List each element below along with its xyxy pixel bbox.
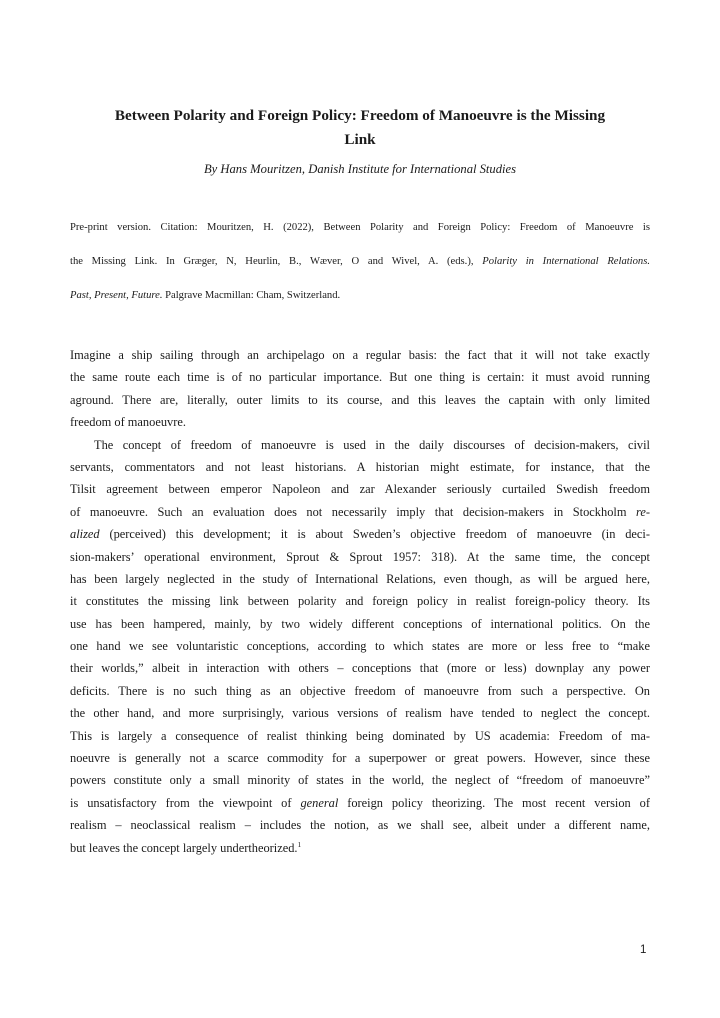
- citation-note: [70, 219, 650, 321]
- text-line: one hand we see voluntaristic conceptions, according to which states are more or less free to “make: [70, 639, 650, 654]
- text-line: [70, 792, 650, 814]
- citation-book-title: Polarity in International Relations.: [482, 256, 650, 267]
- text-line: noeuvre is generally not a scarce commodity for a superpower or great powers. However, since these: [70, 751, 650, 766]
- text-line: Imagine a ship sailing through an archipelago on a regular basis: the fact that it will not take exactly: [70, 348, 650, 362]
- text-line: This is largely a consequence of realist thinking being dominated by US academia: Freedom of ma-: [70, 728, 650, 743]
- author-byline: By Hans Mouritzen, Danish Institute for International Studies: [203, 162, 517, 176]
- paper-title: [60, 104, 660, 152]
- text-line: has been largely neglected in the study of International Relations, even though, as will be argued here,: [70, 571, 650, 586]
- text-line: servants, commentators and not least historians. A historian might estimate, for instance, that the: [70, 459, 650, 474]
- paragraph-2: [70, 434, 650, 859]
- text-line: use has been hampered, mainly, by two widely different conceptions of international politics. On the: [70, 616, 650, 631]
- text-segment: is unsatisfactory from the viewpoint of: [70, 795, 301, 810]
- text-segment: of manoeuvre. Such an evaluation does not necessarily imply that decision-makers in Stockholm: [70, 504, 636, 519]
- citation-line-3: [70, 287, 650, 321]
- text-line: Tilsit agreement between emperor Napoleon and zar Alexander seriously curtailed Swedish freedom: [70, 482, 650, 497]
- paragraph-1: [70, 344, 650, 434]
- text-line: sion-makers’ operational environment, Sprout & Sprout 1957: 318). At the same time, the concept: [70, 549, 650, 564]
- citation-book-subtitle: Past, Present, Future.: [70, 290, 163, 301]
- text-line: The concept of freedom of manoeuvre is used in the daily discourses of decision-makers, civil: [94, 437, 650, 452]
- text-line: aground. There are, literally, outer limits to its course, and this leaves the captain with only limited: [70, 392, 650, 407]
- text-line: it constitutes the missing link between polarity and foreign policy in realist foreign-policy theory. Its: [70, 594, 650, 609]
- text-line: [70, 501, 650, 523]
- text-line: [70, 523, 650, 545]
- citation-line-1: Pre-print version. Citation: Mouritzen, H. (2022), Between Polarity and Foreign Policy: Freedom of Manoeuvre is: [70, 222, 650, 233]
- text-line: freedom of manoeuvre.: [70, 415, 186, 430]
- citation-line-2: [70, 253, 650, 287]
- body-text: [70, 344, 650, 859]
- text-line: realism – neoclassical realism – includes the notion, as we shall see, albeit under a different name,: [70, 818, 650, 833]
- text-line: powers constitute only a small minority of states in the world, the neglect of “freedom of manoeuvre”: [70, 773, 650, 788]
- page-number: 1: [640, 944, 647, 956]
- text-line: the same route each time is of no particular importance. But one thing is certain: it must avoid running: [70, 370, 650, 385]
- text-segment: foreign policy theorizing. The most recent version of: [338, 795, 650, 810]
- italic-text: alized: [70, 527, 100, 542]
- text-segment: (perceived) this development; it is about Sweden’s objective freedom of manoeuvre (in deci-: [99, 527, 650, 542]
- text-line: their worlds,” albeit in interaction with others – conceptions that (more or less) downplay any power: [70, 661, 650, 676]
- text-line: deficits. There is no such thing as an objective freedom of manoeuvre from such a perspective. On: [70, 683, 650, 698]
- italic-text: general: [300, 795, 339, 810]
- citation-text: the Missing Link. In Græger, N, Heurlin, B., Wæver, O and Wivel, A. (eds.),: [70, 256, 483, 267]
- footnote-marker[interactable]: 1: [297, 839, 302, 849]
- text-line: [70, 837, 650, 859]
- title-line-1: Between Polarity and Foreign Policy: Freedom of Manoeuvre is the Missing: [114, 107, 606, 124]
- title-line-2: Link: [344, 131, 376, 148]
- italic-text: re-: [636, 504, 650, 519]
- text-line: the other hand, and more surprisingly, various versions of realism have tended to neglect the concept.: [70, 706, 650, 721]
- text-segment: but leaves the concept largely undertheorized.: [70, 840, 298, 855]
- citation-publisher: Palgrave Macmillan: Cham, Switzerland.: [162, 290, 341, 301]
